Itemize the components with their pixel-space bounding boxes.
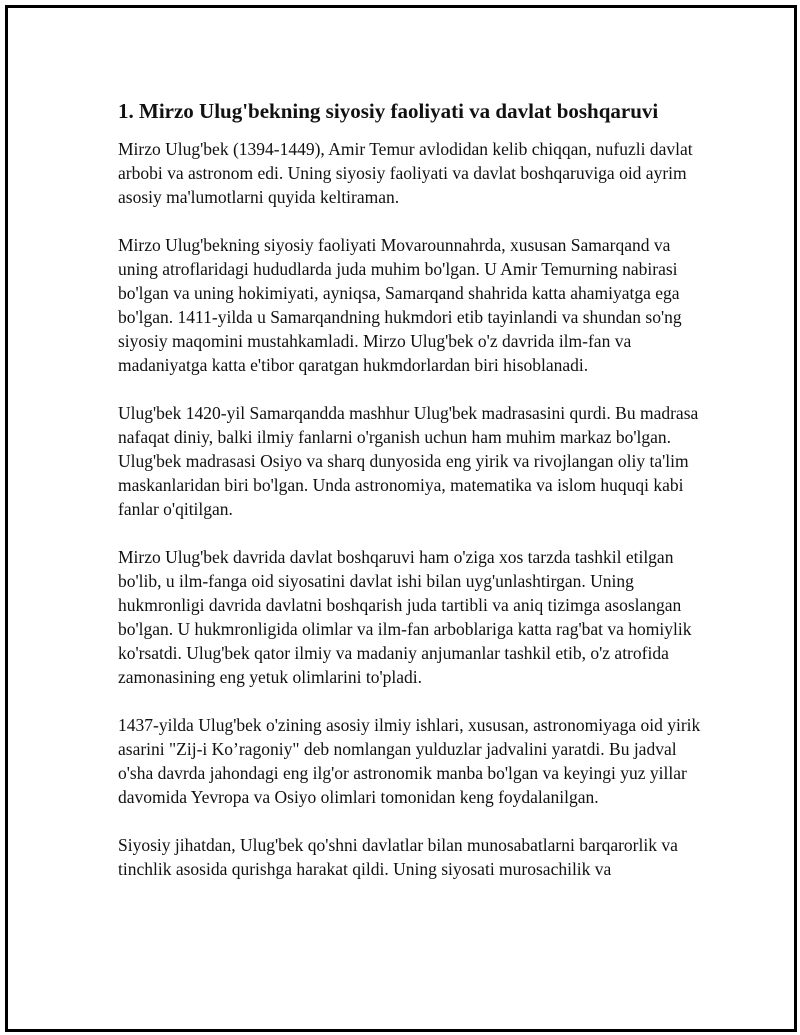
- document-body: [118, 97, 703, 905]
- paragraph-madrasa: Ulug'bek 1420-yil Samarqandda mashhur Ulug'bek madrasasini qurdi. Bu madrasa nafaqat diniy, balki ilmiy fanlarni o'rganish uchun ham muhim markaz bo'lgan. Ulug'bek madrasasi Osiyo va sharq dunyosida eng yirik va rivojlangan oliy ta'lim maskanlaridan biri bo'lgan. Unda astronomiya, matematika va islom huquqi kabi fanlar o'qitilgan.: [118, 403, 699, 519]
- paragraph-foreign-policy: Siyosiy jihatdan, Ulug'bek qo'shni davlatlar bilan munosabatlarni barqarorlik va tinchlik asosida qurishga harakat qildi. Uning siyosati murosachilik va: [118, 835, 678, 879]
- paragraph-governance: Mirzo Ulug'bek davrida davlat boshqaruvi ham o'ziga xos tarzda tashkil etilgan bo'lib, u ilm-fanga oid siyosatini davlat ishi bilan uyg'unlashtirgan. Uning hukmronligi davrida davlatni boshqarish juda tartibli va aniq tizimga asoslangan bo'lgan. U hukmronligida olimlar va ilm-fan arboblariga katta rag'bat va homiylik ko'rsatdi. Ulug'bek qator ilmiy va madaniy anjumanlar tashkil etib, o'z atrofida zamonasining eng yetuk olimlarini to'pladi.: [118, 547, 692, 687]
- paragraph-intro: Mirzo Ulug'bek (1394-1449), Amir Temur avlodidan kelib chiqqan, nufuzli davlat arbobi va astronom edi. Uning siyosiy faoliyati va davlat boshqaruviga oid ayrim asosiy ma'lumotlarni quyida keltiraman.: [118, 139, 693, 207]
- section-heading: 1. Mirzo Ulug'bekning siyosiy faoliyati va davlat boshqaruvi: [118, 99, 659, 123]
- paragraph-political-activity: Mirzo Ulug'bekning siyosiy faoliyati Movarounnahrda, xususan Samarqand va uning atroflaridagi hududlarda juda muhim bo'lgan. U Amir Temurning nabirasi bo'lgan va uning hokimiyati, ayniqsa, Samarqand shahrida katta ahamiyatga ega bo'lgan. 1411-yilda u Samarqandning hukmdori etib tayinlandi va shundan so'ng siyosiy maqomini mustahkamladi. Mirzo Ulug'bek o'z davrida ilm-fan va madaniyatga katta e'tibor qaratgan hukmdorlardan biri hisoblanadi.: [118, 235, 682, 375]
- document-page: [5, 5, 797, 1032]
- paragraph-astronomy: 1437-yilda Ulug'bek o'zining asosiy ilmiy ishlari, xususan, astronomiyaga oid yirik asarini "Zij-i Ko’ragoniy" deb nomlangan yulduzlar jadvalini yaratdi. Bu jadval o'sha davrda jahondagi eng ilg'or astronomik manba bo'lgan va keyingi yuz yillar davomida Yevropa va Osiyo olimlari tomonidan keng foydalanilgan.: [118, 715, 701, 807]
